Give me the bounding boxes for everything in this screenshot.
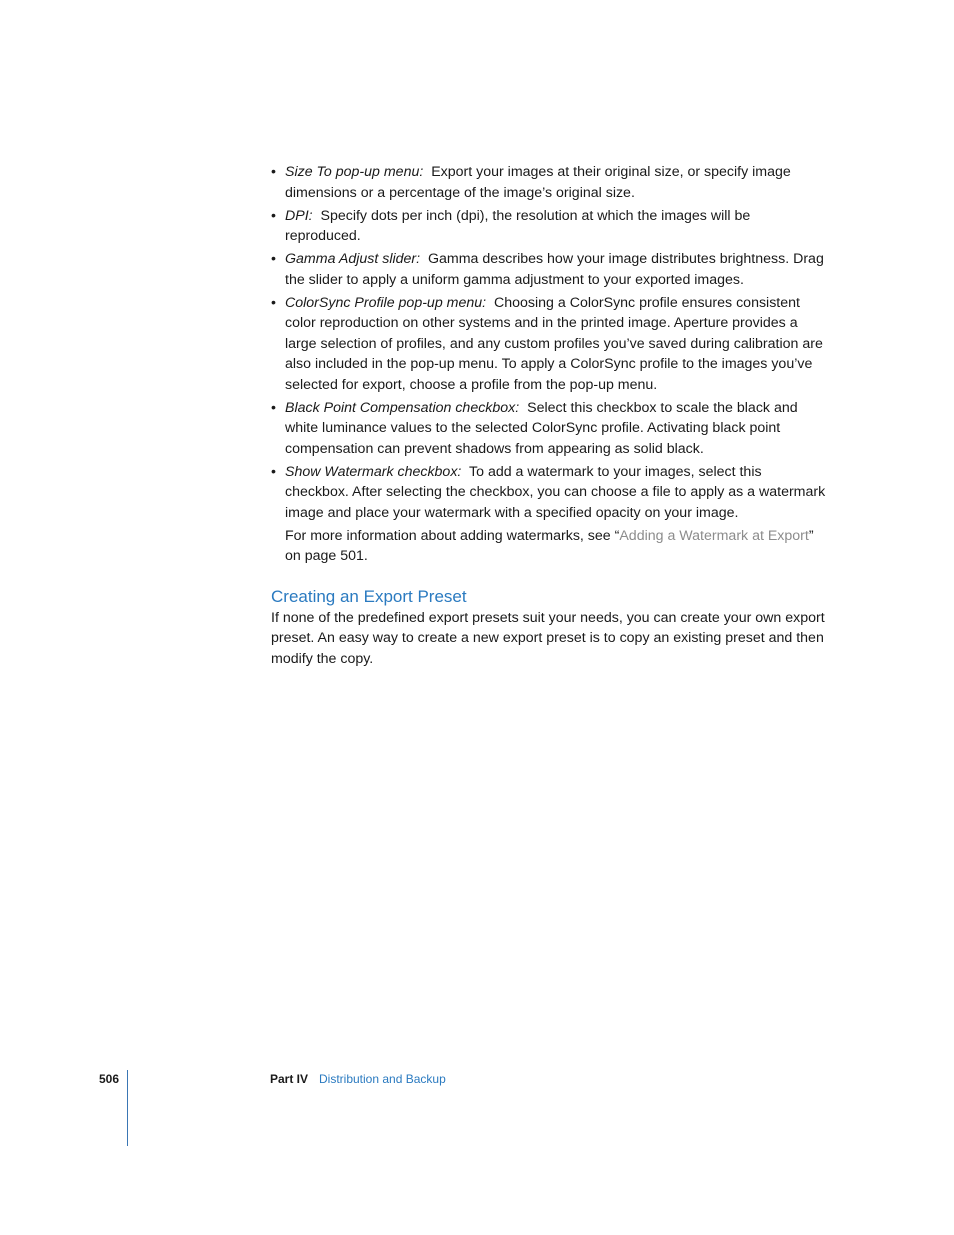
bullet-icon: • [271,463,276,480]
option-description: Export your images at their original size, or specify image dimensions or a percentage of the image’s original size. [285,164,791,201]
option-term: Gamma Adjust slider: [285,251,421,267]
list-item [271,293,827,396]
bullet-icon: • [271,207,276,224]
option-description: To add a watermark to your images, select this checkbox. After selecting the checkbox, you can choose a file to apply as a watermark image and place your watermark with a specified opacity on your image. [285,463,826,521]
option-term: Black Point Compensation checkbox: [285,399,520,416]
list-item [271,162,827,203]
option-description: Choosing a ColorSync profile ensures consistent color reproduction on other systems and in the printed image. Aperture provides a large selection of profiles, and any custom profiles you’ve saved during calibration are also included in the pop-up menu. To apply a ColorSync profile to the images you’ve selected for export, choose a profile from the pop-up menu. [285,294,823,393]
option-description: Gamma describes how your image distributes brightness. Drag the slider to apply a uniform gamma adjustment to your exported images. [285,251,824,288]
option-description: Select this checkbox to scale the black and white luminance values to the selected ColorSync profile. Activating black point compensation can prevent shadows from appearing as solid black. [285,399,798,457]
bullet-icon: • [271,399,276,416]
watermark-note [271,526,827,567]
page-content [271,162,827,669]
option-description: Specify dots per inch (dpi), the resolution at which the images will be reproduced. [285,207,751,244]
note-suffix: ” on page 501. [285,527,814,564]
footer-chapter-link[interactable]: Distribution and Backup [319,1072,446,1086]
option-term: ColorSync Profile pop-up menu: [285,294,487,311]
option-term: Size To pop-up menu: [285,164,424,180]
note-prefix: For more information about adding watermarks, see “ [285,527,620,544]
option-term: Show Watermark checkbox: [285,463,462,480]
list-item [271,249,827,290]
footer-part: Part IV [270,1072,309,1086]
option-term: DPI: [285,207,313,224]
list-item [271,398,827,460]
list-item [271,462,827,524]
bullet-icon: • [271,164,276,180]
option-list [271,162,827,523]
footer-divider [127,1070,128,1146]
watermark-link[interactable]: Adding a Watermark at Export [619,527,809,544]
bullet-icon: • [271,251,276,267]
page-number: 506 [99,1072,120,1086]
section-body: If none of the predefined export presets suit your needs, you can create your own export preset. An easy way to create a new export preset is to copy an existing preset and then modify the copy. [271,609,825,667]
bullet-icon: • [271,294,276,311]
section-heading: Creating an Export Preset [271,586,467,606]
list-item [271,206,827,247]
